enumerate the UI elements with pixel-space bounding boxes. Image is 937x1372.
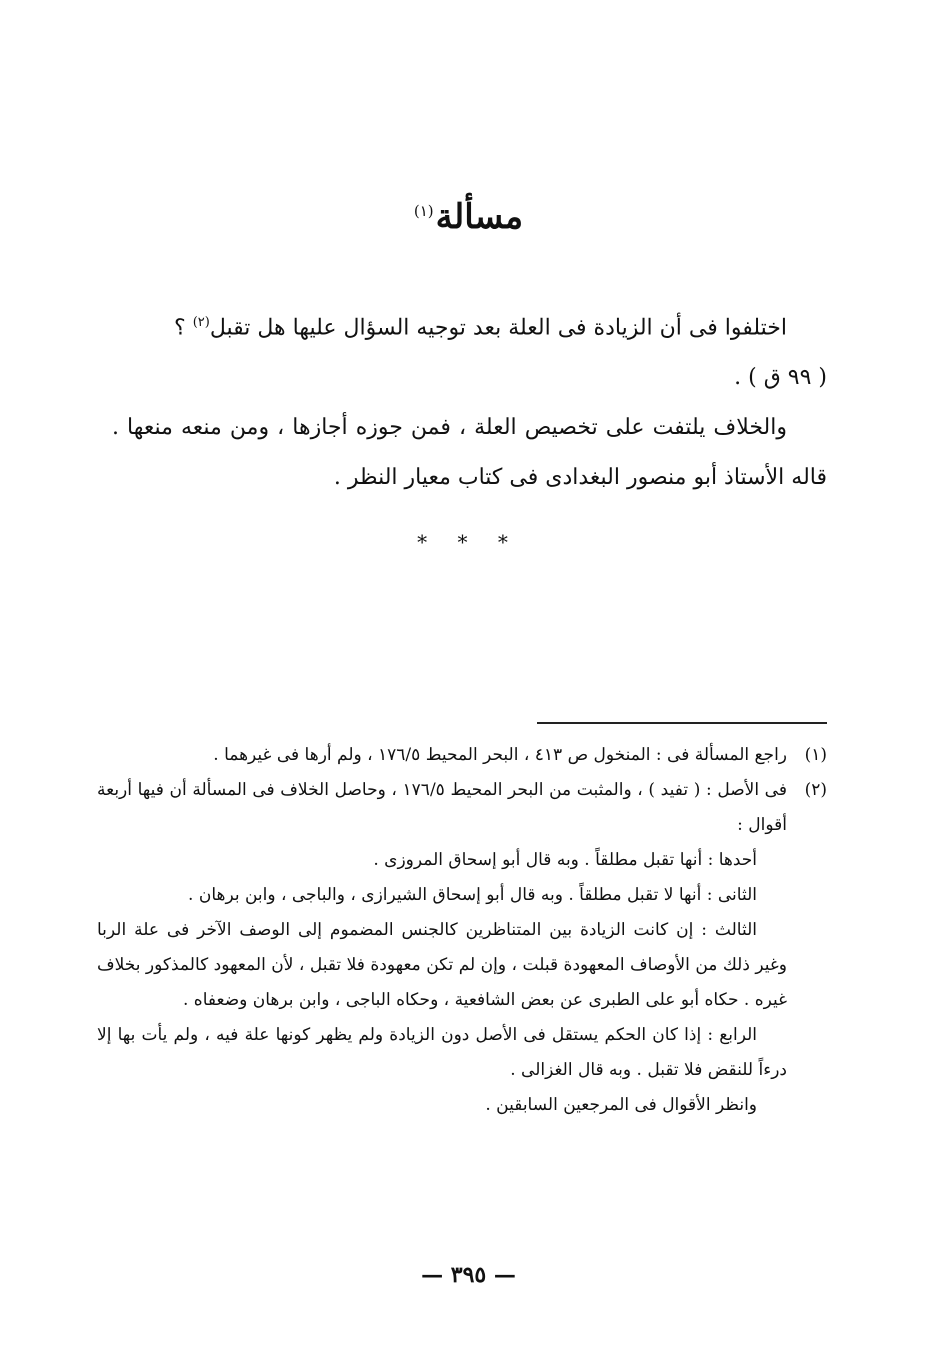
paragraph-question	[112, 298, 827, 353]
main-text	[112, 298, 827, 503]
paragraph-question-footnote-mark: (٢)	[192, 315, 210, 330]
opinion-second: الثانى : أنها لا تقبل مطلقاً . وبه قال أبو إسحاق الشيرازى ، والباجى ، وابن برهان .	[188, 885, 757, 905]
question-mark: ؟	[174, 315, 193, 341]
title-text: مسألة	[435, 197, 524, 237]
footnotes	[97, 738, 827, 1123]
footnote-body	[97, 738, 787, 773]
section-separator: * * *	[417, 530, 520, 554]
opinion-first: أحدها : أنها تقبل مطلقاً . وبه قال أبو إسحاق المروزى .	[373, 850, 757, 870]
footnote-divider	[537, 722, 827, 724]
footnote-text: راجع المسألة فى : المنخول ص ٤١٣ ، البحر المحيط ١٧٦/٥ ، ولم أرها فى غيرهما .	[213, 745, 787, 765]
footnote-number: (١)	[804, 745, 827, 765]
opinion-third: الثالث : إن كانت الزيادة بين المتناظرين كالجنس المضموم إلى الوصف الآخر فى علة الربا وغير ذلك من الأوصاف المعهودة قبلت ، وإن لم تكن معهودة فلا تقبل ، لأن المعهود كالمذكور بخلاف غيره . حكاه أبو على الطبرى عن بعض الشافعية ، وحكاه الباجى ، وابن برهان وضعفاه .	[97, 920, 787, 1010]
title-footnote-mark: (١)	[413, 201, 434, 220]
paragraph-question-text: اختلفوا فى أن الزيادة فى العلة بعد توجيه السؤال عليها هل تقبل	[209, 315, 787, 341]
footnote-body	[97, 773, 787, 1123]
opinion-fourth: الرابع : إذا كان الحكم يستقل فى الأصل دون الزيادة ولم يظهر كونها علة فيه ، ولم يأت بها إلا درءاً للنقض فلا تقبل . وبه قال الغزالى .	[97, 1025, 787, 1080]
references-note: وانظر الأقوال فى المرجعين السابقين .	[485, 1095, 757, 1115]
manuscript-reference: ( ٩٩ ق ) .	[734, 365, 827, 391]
page-number: — ٣٩٥ —	[421, 1262, 516, 1288]
footnote-1	[97, 738, 827, 773]
paragraph-dispute: والخلاف يلتفت على تخصيص العلة ، فمن جوزه أجازها ، ومن منعه منعها . قاله الأستاذ أبو منصور البغدادى فى كتاب معيار النظر .	[112, 415, 827, 491]
footnote-text: فى الأصل : ( تفيد ) ، والمثبت من البحر المحيط ١٧٦/٥ ، وحاصل الخلاف فى المسألة أن فيها أربعة أقوال :	[97, 780, 787, 835]
footnote-2	[97, 773, 827, 1123]
page-title	[0, 197, 937, 237]
footnote-number: (٢)	[804, 780, 827, 800]
